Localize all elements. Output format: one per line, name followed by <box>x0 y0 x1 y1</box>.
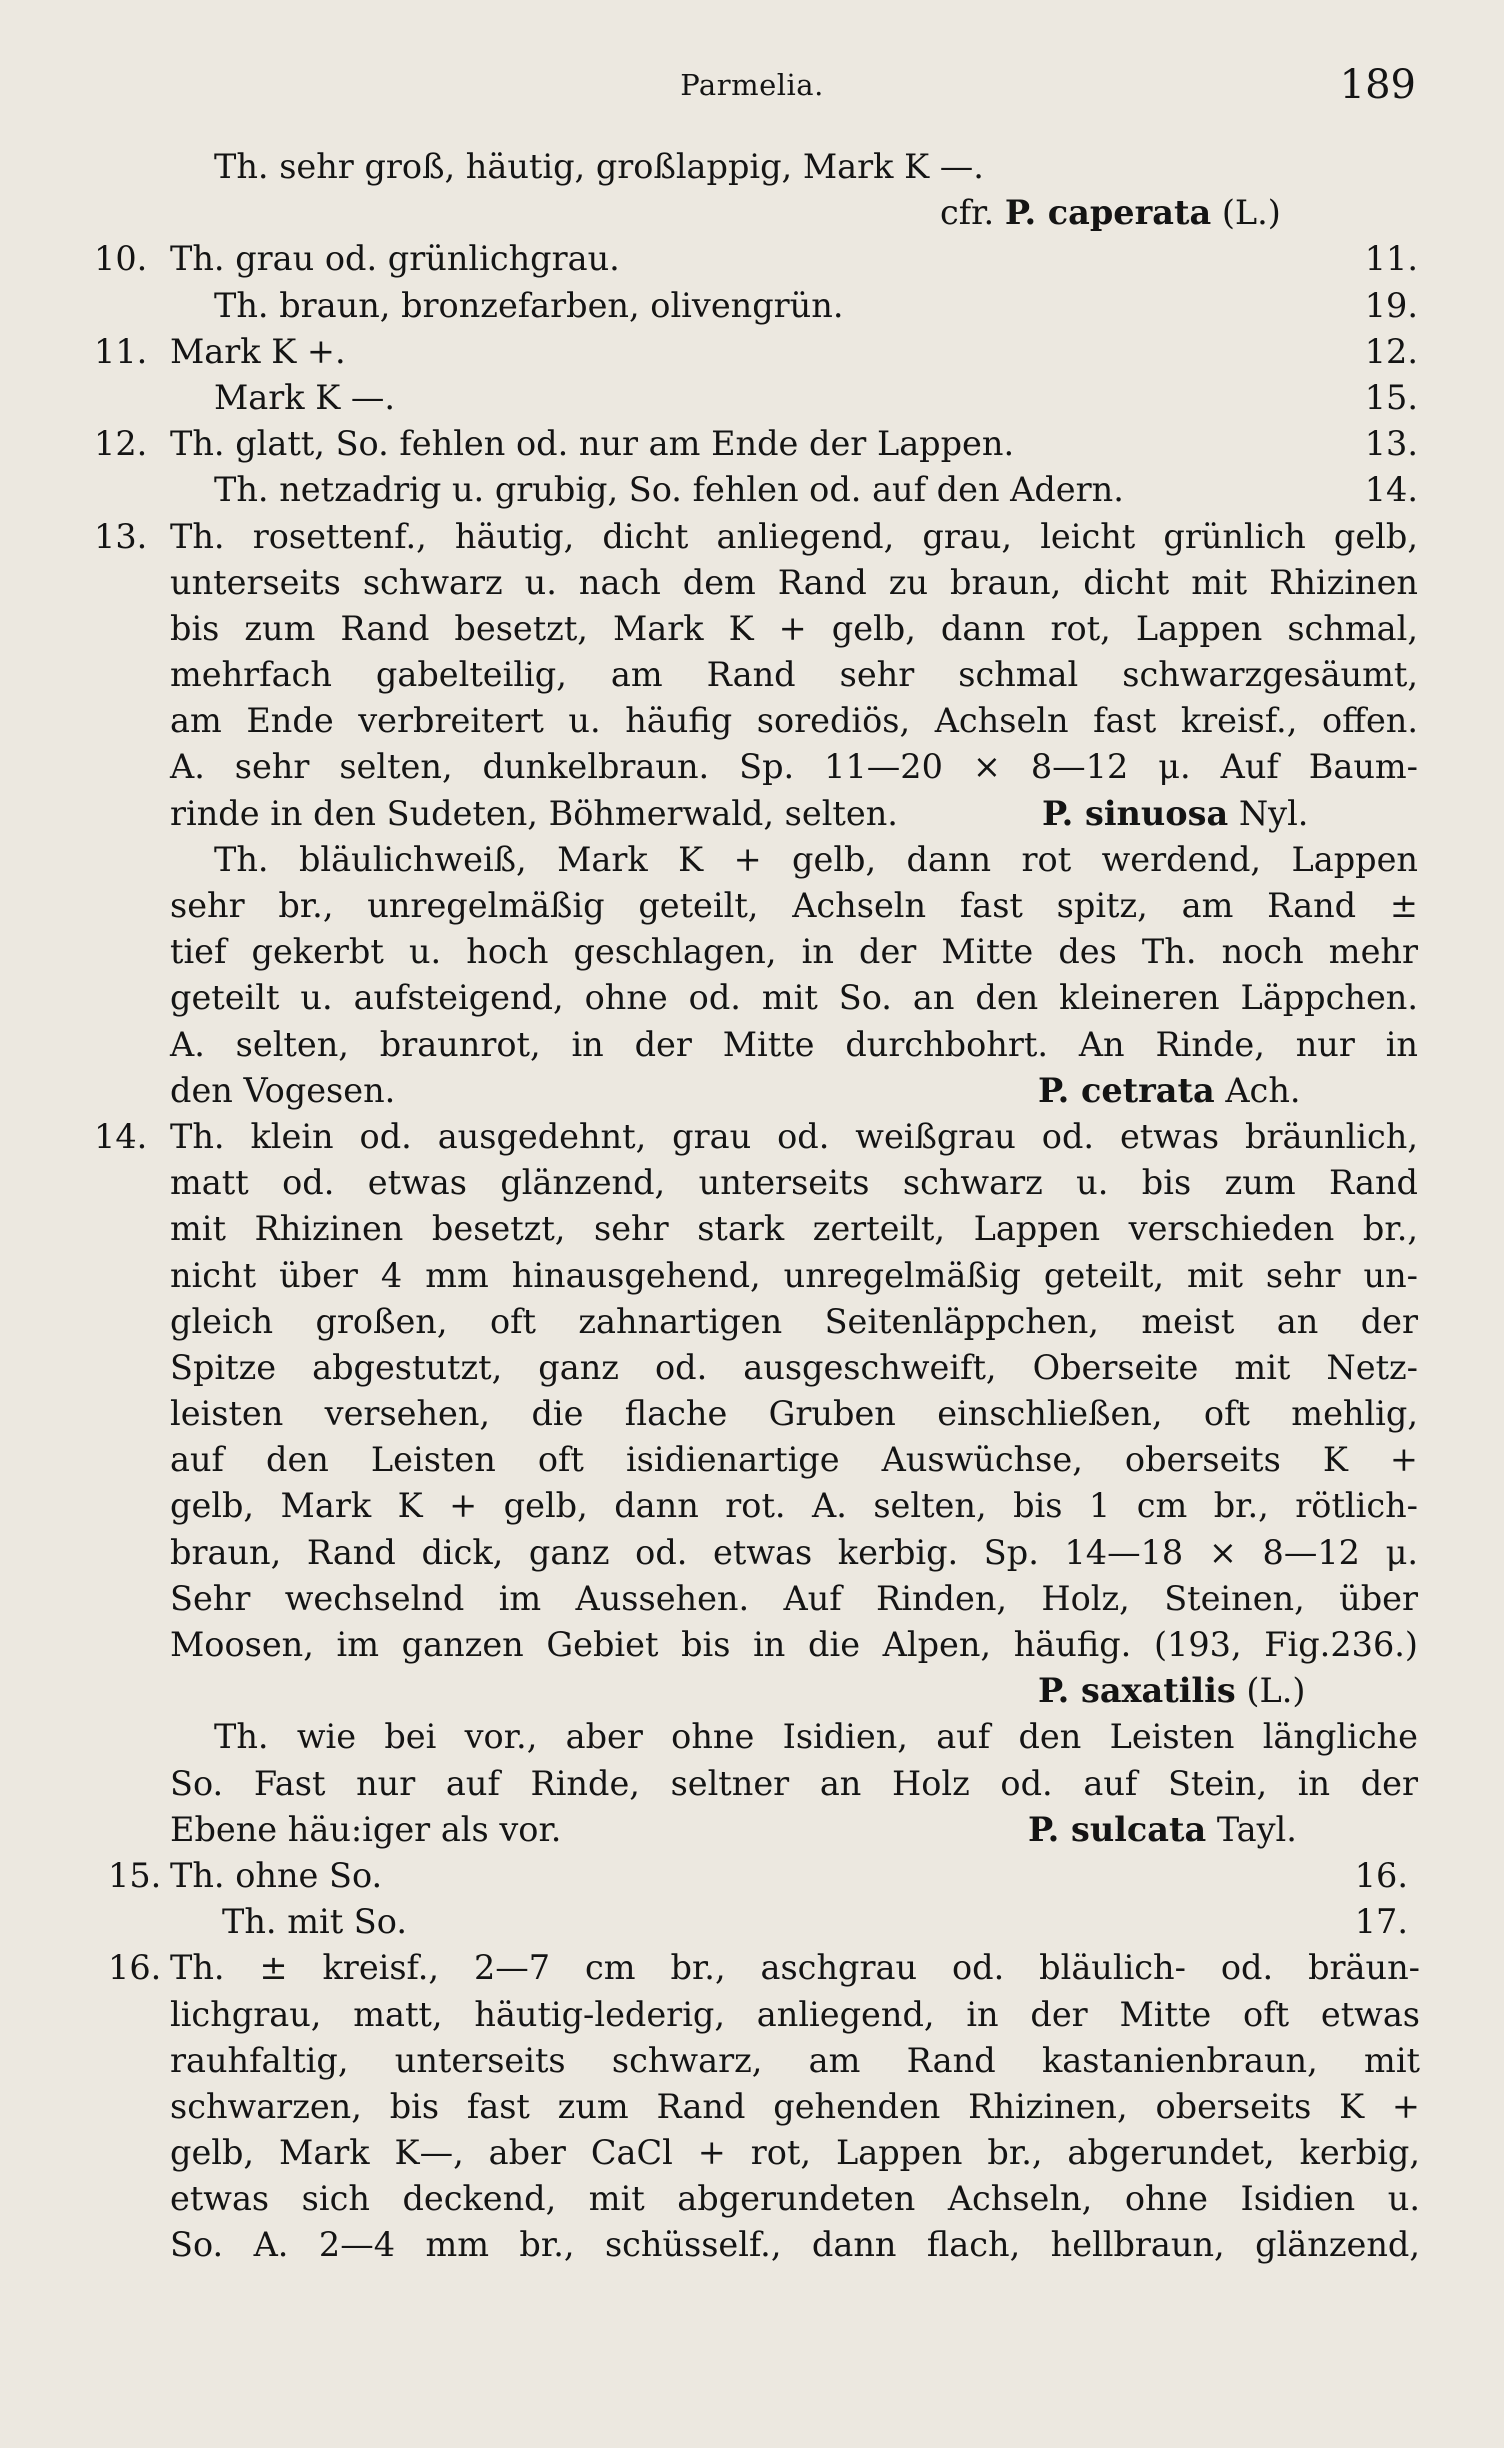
running-title: Parmelia. <box>680 68 824 102</box>
text-line <box>94 1668 1418 1714</box>
line-text: Th. glatt, So. fehlen od. nur am Ende der Lappen. <box>170 424 1015 464</box>
line-text: geteilt u. aufsteigend, ohne od. mit So. an den kleineren Läppchen. <box>170 978 1418 1018</box>
species-name: P. cetrata <box>1038 1070 1215 1110</box>
lead-reference: 11. <box>1364 239 1418 279</box>
key-line <box>94 467 1418 513</box>
species-author: Nyl. <box>1238 793 1309 833</box>
species-entry <box>1028 1807 1297 1853</box>
lead-reference: 19. <box>1364 285 1418 325</box>
text-line <box>94 1206 1418 1252</box>
species-name: P. saxatilis <box>1038 1671 1236 1711</box>
species-name: P. caperata <box>1004 193 1212 233</box>
text-line <box>94 1483 1418 1529</box>
line-text: So. Fast nur auf Rinde, seltner an Holz od. auf Stein, in der <box>170 1763 1418 1803</box>
line-text: gelb, Mark K—, aber CaCl + rot, Lappen br., abgerundet, kerbig, <box>170 2133 1420 2173</box>
line-text: braun, Rand dick, ganz od. etwas kerbig. Sp. 14—18 × 8—12 μ. <box>170 1532 1418 1572</box>
species-name: P. sinuosa <box>1042 793 1229 833</box>
text-line <box>94 1391 1418 1437</box>
line-text: auf den Leisten oft isidienartige Auswüchse, oberseits K + <box>170 1440 1418 1480</box>
text-line <box>94 1345 1418 1391</box>
key-line <box>94 283 1418 329</box>
line-text: leisten versehen, die flache Gruben einschließen, oft mehlig, <box>170 1394 1418 1434</box>
text-line <box>94 1622 1418 1668</box>
text-line <box>94 1299 1418 1345</box>
line-text: Ebene häu:iger als vor. <box>170 1809 562 1849</box>
line-text: mehrfach gabelteilig, am Rand sehr schmal schwarzgesäumt, <box>170 655 1418 695</box>
text-line <box>94 1437 1418 1483</box>
couplet-number: 15. <box>108 1855 162 1895</box>
line-text: gleich großen, oft zahnartigen Seitenläppchen, meist an der <box>170 1301 1418 1341</box>
text-line <box>94 883 1418 929</box>
key-line <box>94 514 1418 560</box>
line-text: den Vogesen. <box>170 1070 396 1110</box>
couplet-number: 10. <box>94 239 148 279</box>
text-line <box>94 2130 1418 2176</box>
line-text: lichgrau, matt, häutig-lederig, anliegend, in der Mitte oft etwas <box>170 1994 1420 2034</box>
cfr-label: cfr. <box>940 193 995 233</box>
line-text: A. sehr selten, dunkelbraun. Sp. 11—20 × 8—12 μ. Auf Baum- <box>170 747 1418 787</box>
text-line <box>94 2038 1418 2084</box>
couplet-number: 12. <box>94 424 148 464</box>
line-text: Th. wie bei vor., aber ohne Isidien, auf den Leisten längliche <box>214 1717 1418 1757</box>
line-text: rinde in den Sudeten, Böhmerwald, selten. <box>170 793 898 833</box>
line-text: Th. klein od. ausgedehnt, grau od. weißgrau od. etwas bräunlich, <box>170 1116 1418 1156</box>
line-text: Th. ± kreisf., 2—7 cm br., aschgrau od. bläulich- od. bräun- <box>170 1948 1420 1988</box>
line-text: bis zum Rand besetzt, Mark K + gelb, dann rot, Lappen schmal, <box>170 608 1418 648</box>
line-text: gelb, Mark K + gelb, dann rot. A. selten, bis 1 cm br., rötlich- <box>170 1486 1418 1526</box>
line-text: Th. sehr groß, häutig, großlappig, Mark K —. <box>214 147 984 186</box>
text-line <box>94 1253 1418 1299</box>
lead-reference: 16. <box>1354 1855 1408 1895</box>
species-name: P. sulcata <box>1028 1809 1207 1849</box>
line-text: Mark K —. <box>214 377 396 417</box>
species-entry <box>1042 791 1308 837</box>
line-text: A. selten, braunrot, in der Mitte durchbohrt. An Rinde, nur in <box>170 1024 1418 1064</box>
couplet-number: 14. <box>94 1116 148 1156</box>
species-entry <box>1038 1068 1301 1114</box>
key-line <box>94 1853 1418 1899</box>
text-line <box>94 560 1418 606</box>
key-line <box>94 1114 1418 1160</box>
line-text: mit Rhizinen besetzt, sehr stark zerteilt, Lappen verschieden br., <box>170 1209 1418 1249</box>
couplet-number: 13. <box>94 516 148 556</box>
line-text: Th. mit So. <box>222 1902 407 1942</box>
line-text: schwarzen, bis fast zum Rand gehenden Rhizinen, oberseits K + <box>170 2086 1420 2126</box>
text-line <box>94 2176 1418 2222</box>
text-line <box>94 698 1418 744</box>
key-line <box>94 236 1418 282</box>
text-line <box>94 190 1418 236</box>
species-entry <box>940 190 1281 236</box>
text-line <box>94 1761 1418 1807</box>
key-line <box>94 421 1418 467</box>
text-line <box>94 652 1418 698</box>
text-line <box>94 1576 1418 1622</box>
text-line <box>94 2084 1418 2130</box>
key-line <box>94 1945 1418 1991</box>
text-line <box>94 1714 1418 1760</box>
line-text: Th. ohne So. <box>170 1855 383 1895</box>
key-line <box>94 1899 1418 1945</box>
line-text: nicht über 4 mm hinausgehend, unregelmäßig geteilt, mit sehr un- <box>170 1255 1418 1295</box>
species-entry <box>1038 1668 1305 1714</box>
line-text: matt od. etwas glänzend, unterseits schwarz u. bis zum Rand <box>170 1163 1418 1203</box>
lead-reference: 14. <box>1364 470 1418 510</box>
line-text: Th. grau od. grünlichgrau. <box>170 239 620 279</box>
line-text: Mark K +. <box>170 331 346 371</box>
text-line <box>94 606 1418 652</box>
lead-reference: 13. <box>1364 424 1418 464</box>
page-header <box>0 62 1504 112</box>
line-text: am Ende verbreitert u. häufig sorediös, Achseln fast kreisf., offen. <box>170 701 1418 741</box>
couplet-number: 11. <box>94 331 148 371</box>
text-line <box>94 744 1418 790</box>
text-line <box>94 791 1418 837</box>
key-line <box>94 375 1418 421</box>
text-line <box>94 144 1418 190</box>
line-text: Th. braun, bronzefarben, olivengrün. <box>214 285 844 325</box>
line-text: sehr br., unregelmäßig geteilt, Achseln fast spitz, am Rand ± <box>170 886 1418 925</box>
text-line <box>94 1530 1418 1576</box>
text-line <box>94 1068 1418 1114</box>
species-author: (L.) <box>1246 1671 1306 1711</box>
key-text <box>94 144 1418 2269</box>
text-line <box>94 975 1418 1021</box>
text-line <box>94 1992 1418 2038</box>
text-line <box>94 929 1418 975</box>
species-author: Tayl. <box>1216 1809 1297 1849</box>
text-line <box>94 2222 1418 2268</box>
text-line <box>94 837 1418 883</box>
text-line <box>94 1160 1418 1206</box>
line-text: Th. bläulichweiß, Mark K + gelb, dann rot werdend, Lappen <box>214 839 1418 879</box>
lead-reference: 17. <box>1354 1902 1408 1942</box>
species-author: Ach. <box>1225 1070 1301 1110</box>
line-text: Th. netzadrig u. grubig, So. fehlen od. auf den Adern. <box>214 470 1124 510</box>
line-text: So. A. 2—4 mm br., schüsself., dann flach, hellbraun, glänzend, <box>170 2225 1420 2265</box>
line-text: Sehr wechselnd im Aussehen. Auf Rinden, Holz, Steinen, über <box>170 1578 1418 1618</box>
text-line <box>94 1022 1418 1068</box>
text-line <box>94 1807 1418 1853</box>
line-text: unterseits schwarz u. nach dem Rand zu braun, dicht mit Rhizinen <box>170 562 1418 602</box>
line-text: Spitze abgestutzt, ganz od. ausgeschweift, Oberseite mit Netz- <box>170 1347 1418 1387</box>
line-text: tief gekerbt u. hoch geschlagen, in der Mitte des Th. noch mehr <box>170 932 1418 972</box>
line-text: Moosen, im ganzen Gebiet bis in die Alpen, häufig. (193, Fig.236.) <box>170 1625 1418 1664</box>
lead-reference: 12. <box>1364 331 1418 371</box>
lead-reference: 15. <box>1364 377 1418 417</box>
species-author: (L.) <box>1221 193 1281 233</box>
line-text: rauhfaltig, unterseits schwarz, am Rand kastanienbraun, mit <box>170 2040 1420 2080</box>
line-text: Th. rosettenf., häutig, dicht anliegend, grau, leicht grünlich gelb, <box>170 516 1418 556</box>
line-text: etwas sich deckend, mit abgerundeten Achseln, ohne Isidien u. <box>170 2179 1420 2219</box>
couplet-number: 16. <box>108 1948 162 1988</box>
key-line <box>94 329 1418 375</box>
page-number: 189 <box>1339 62 1416 108</box>
